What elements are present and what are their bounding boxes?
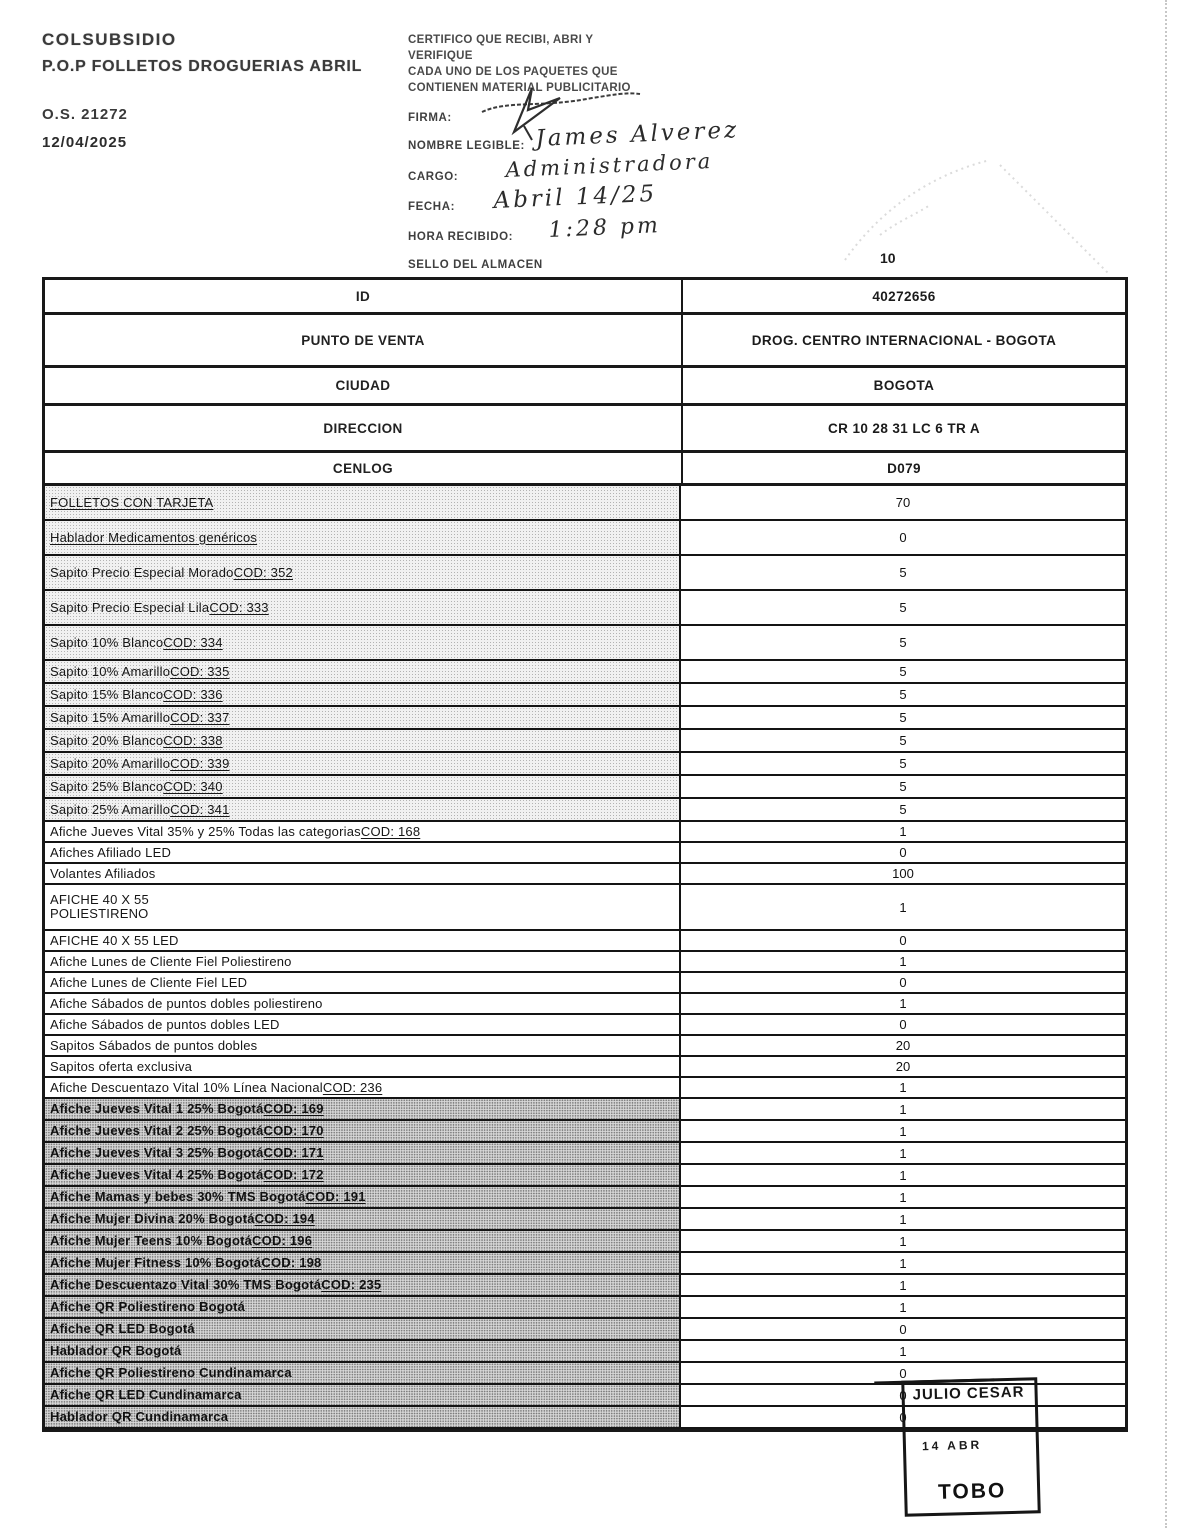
handwritten-hora: 1:28 pm bbox=[548, 213, 662, 243]
item-quantity: 0 bbox=[899, 845, 907, 860]
item-row bbox=[45, 730, 1125, 753]
item-label: Afiche Jueves Vital 2 25% Bogotá COD: 170 bbox=[45, 1121, 681, 1141]
item-label: Sapito 10% Amarillo COD: 335 bbox=[45, 661, 681, 682]
item-quantity: 1 bbox=[899, 1101, 907, 1117]
item-label: Afiche Jueves Vital 4 25% Bogotá COD: 172 bbox=[45, 1165, 681, 1185]
item-row bbox=[45, 952, 1125, 973]
item-label: Afiche Lunes de Cliente Fiel Poliestireno bbox=[45, 952, 681, 971]
item-cod: COD: 334 bbox=[163, 634, 223, 650]
handwritten-name: James Alverez bbox=[535, 117, 740, 152]
item-label: Afiche Descuentazo Vital 10% Línea Nacional COD: 236 bbox=[45, 1078, 681, 1097]
item-cod: COD: 196 bbox=[252, 1233, 313, 1249]
item-quantity: 0 bbox=[899, 1387, 907, 1403]
item-label: Volantes Afiliados bbox=[45, 864, 681, 883]
item-label: AFICHE 40 X 55 LED bbox=[45, 931, 681, 950]
item-row bbox=[45, 684, 1125, 707]
item-quantity: 0 bbox=[899, 1409, 907, 1425]
info-value: 40272656 bbox=[872, 288, 936, 304]
item-quantity: 1 bbox=[899, 1255, 907, 1271]
item-row bbox=[45, 864, 1125, 885]
delivery-table bbox=[42, 277, 1128, 1432]
item-row bbox=[45, 1015, 1125, 1036]
item-label: Afiche Mujer Divina 20% Bogotá COD: 194 bbox=[45, 1209, 681, 1229]
item-quantity: 1 bbox=[899, 1233, 907, 1249]
document-date: 12/04/2025 bbox=[42, 134, 128, 151]
info-value: BOGOTA bbox=[873, 378, 935, 393]
item-cod: COD: 170 bbox=[263, 1123, 324, 1139]
info-label: PUNTO DE VENTA bbox=[45, 315, 683, 365]
item-label: Hablador QR Cundinamarca bbox=[45, 1407, 681, 1427]
item-quantity: 20 bbox=[895, 1038, 911, 1053]
item-row bbox=[45, 1319, 1125, 1341]
item-row bbox=[45, 885, 1125, 931]
item-cod: COD: 198 bbox=[261, 1255, 322, 1271]
item-quantity: 1 bbox=[899, 996, 907, 1011]
item-quantity: 1 bbox=[899, 824, 907, 839]
item-cod: COD: 172 bbox=[263, 1167, 324, 1183]
item-quantity: 5 bbox=[899, 802, 907, 817]
item-row bbox=[45, 1231, 1125, 1253]
document-title: P.O.P FOLLETOS DROGUERIAS ABRIL bbox=[42, 58, 363, 75]
item-row bbox=[45, 1209, 1125, 1231]
item-quantity: 5 bbox=[899, 687, 907, 702]
item-row bbox=[45, 931, 1125, 952]
item-label: Afiche Mamas y bebes 30% TMS Bogotá COD: 191 bbox=[45, 1187, 681, 1207]
firma-label: FIRMA: bbox=[408, 112, 452, 124]
item-row bbox=[45, 994, 1125, 1015]
item-quantity: 70 bbox=[895, 495, 911, 510]
item-quantity: 1 bbox=[899, 1211, 907, 1227]
item-row bbox=[45, 799, 1125, 822]
item-label: Afiche Descuentazo Vital 30% TMS Bogotá COD: 235 bbox=[45, 1275, 681, 1295]
certification-line: CONTIENEN MATERIAL PUBLICITARIO bbox=[408, 82, 631, 95]
item-label: Afiche Jueves Vital 1 25% Bogotá COD: 169 bbox=[45, 1099, 681, 1119]
item-quantity: 1 bbox=[899, 1080, 907, 1095]
item-cod: COD: 341 bbox=[170, 801, 230, 817]
item-cod: COD: 352 bbox=[233, 564, 293, 580]
item-quantity: 1 bbox=[899, 1145, 907, 1161]
company-name: COLSUBSIDIO bbox=[42, 30, 177, 49]
info-label: DIRECCION bbox=[45, 406, 683, 450]
item-label: Afiche Sábados de puntos dobles LED bbox=[45, 1015, 681, 1034]
item-quantity: 5 bbox=[899, 733, 907, 748]
item-label: Afiche QR LED Bogotá bbox=[45, 1319, 681, 1339]
item-cod: COD: 337 bbox=[170, 709, 230, 725]
item-label: Hablador QR Bogotá bbox=[45, 1341, 681, 1361]
certification-line: VERIFIQUE bbox=[408, 50, 473, 63]
info-row bbox=[45, 406, 1125, 453]
item-cod: COD: 339 bbox=[170, 755, 230, 771]
info-row bbox=[45, 280, 1125, 315]
item-label: Sapitos Sábados de puntos dobles bbox=[45, 1036, 681, 1055]
certification-text bbox=[408, 32, 708, 96]
info-label: ID bbox=[45, 280, 683, 312]
item-label: Sapitos oferta exclusiva bbox=[45, 1057, 681, 1076]
item-quantity: 5 bbox=[899, 756, 907, 771]
item-row bbox=[45, 1057, 1125, 1078]
item-label: Sapito 15% Amarillo COD: 337 bbox=[45, 707, 681, 728]
info-value: CR 10 28 31 LC 6 TR A bbox=[828, 420, 980, 436]
info-value: D079 bbox=[887, 460, 921, 476]
item-row bbox=[45, 661, 1125, 684]
order-number: O.S. 21272 bbox=[42, 106, 128, 123]
item-label: Afiche Lunes de Cliente Fiel LED bbox=[45, 973, 681, 992]
item-quantity: 1 bbox=[899, 954, 907, 969]
item-cod: COD: 191 bbox=[305, 1189, 366, 1205]
item-quantity: 1 bbox=[899, 1343, 907, 1359]
item-cod: COD: 168 bbox=[360, 823, 421, 839]
item-row bbox=[45, 486, 1125, 521]
scan-edge-artifact bbox=[1165, 0, 1167, 1528]
item-label: AFICHE 40 X 55 POLIESTIRENO bbox=[45, 885, 681, 929]
item-row bbox=[45, 626, 1125, 661]
item-row bbox=[45, 1099, 1125, 1121]
stamp-name: JULIO CESAR bbox=[912, 1383, 1025, 1404]
item-row bbox=[45, 1143, 1125, 1165]
item-quantity: 0 bbox=[899, 530, 907, 545]
item-row bbox=[45, 1341, 1125, 1363]
info-value: DROG. CENTRO INTERNACIONAL - BOGOTA bbox=[751, 332, 1057, 348]
info-rows bbox=[45, 280, 1125, 486]
item-cod: COD: 236 bbox=[322, 1079, 383, 1095]
item-row bbox=[45, 753, 1125, 776]
item-label: Sapito 20% Blanco COD: 338 bbox=[45, 730, 681, 751]
item-row bbox=[45, 1165, 1125, 1187]
item-label: Afiche QR LED Cundinamarca bbox=[45, 1385, 681, 1405]
item-label: Afiches Afiliado LED bbox=[45, 843, 681, 862]
item-row bbox=[45, 1253, 1125, 1275]
item-row bbox=[45, 1297, 1125, 1319]
item-quantity: 5 bbox=[899, 600, 907, 615]
item-row bbox=[45, 973, 1125, 994]
item-label: Afiche Jueves Vital 35% y 25% Todas las categorias COD: 168 bbox=[45, 822, 681, 841]
item-quantity: 5 bbox=[899, 565, 907, 580]
item-quantity: 1 bbox=[899, 1167, 907, 1183]
certification-line: CADA UNO DE LOS PAQUETES QUE bbox=[408, 66, 618, 79]
item-label: Afiche QR Poliestireno Cundinamarca bbox=[45, 1363, 681, 1383]
item-cod: COD: 235 bbox=[321, 1277, 382, 1293]
item-row bbox=[45, 1036, 1125, 1057]
item-label: Afiche Sábados de puntos dobles poliestireno bbox=[45, 994, 681, 1013]
item-row bbox=[45, 591, 1125, 626]
item-quantity: 0 bbox=[899, 1365, 907, 1381]
item-quantity: 0 bbox=[899, 1321, 907, 1337]
item-quantity: 100 bbox=[892, 866, 914, 881]
item-quantity: 0 bbox=[899, 1017, 907, 1032]
stamp-date: 14 ABR bbox=[921, 1437, 983, 1454]
item-label: Sapito Precio Especial Lila COD: 333 bbox=[45, 591, 681, 624]
item-label: Sapito 20% Amarillo COD: 339 bbox=[45, 753, 681, 774]
item-quantity: 5 bbox=[899, 635, 907, 650]
item-label: Afiche Jueves Vital 3 25% Bogotá COD: 171 bbox=[45, 1143, 681, 1163]
fecha-label: FECHA: bbox=[408, 201, 456, 213]
item-row bbox=[45, 1275, 1125, 1297]
stamp-surname: TOBO bbox=[937, 1479, 1007, 1504]
item-quantity: 1 bbox=[899, 1299, 907, 1315]
item-label: Afiche Mujer Teens 10% Bogotá COD: 196 bbox=[45, 1231, 681, 1251]
info-row bbox=[45, 315, 1125, 368]
item-quantity: 5 bbox=[899, 664, 907, 679]
item-cod: COD: 171 bbox=[263, 1145, 324, 1161]
info-label: CIUDAD bbox=[45, 368, 683, 403]
item-row bbox=[45, 521, 1125, 556]
item-row bbox=[45, 707, 1125, 730]
nombre-legible-label: NOMBRE LEGIBLE: bbox=[408, 140, 525, 152]
item-cod: COD: 340 bbox=[163, 778, 223, 794]
warehouse-stamp bbox=[901, 1377, 1041, 1517]
items-rows bbox=[45, 486, 1125, 1429]
info-label: CENLOG bbox=[45, 453, 683, 483]
item-row bbox=[45, 556, 1125, 591]
certification-line: CERTIFICO QUE RECIBI, ABRI Y bbox=[408, 34, 594, 46]
item-quantity: 1 bbox=[899, 1189, 907, 1205]
item-cod: COD: 169 bbox=[263, 1101, 324, 1117]
info-row bbox=[45, 368, 1125, 406]
item-cod: COD: 194 bbox=[254, 1211, 315, 1227]
item-row bbox=[45, 1121, 1125, 1143]
info-row bbox=[45, 453, 1125, 486]
sello-almacen-label: SELLO DEL ALMACEN bbox=[408, 259, 543, 271]
item-quantity: 0 bbox=[899, 933, 907, 948]
item-label: Sapito 10% Blanco COD: 334 bbox=[45, 626, 681, 659]
item-row bbox=[45, 1078, 1125, 1099]
item-quantity: 1 bbox=[899, 899, 907, 915]
item-quantity: 1 bbox=[899, 1123, 907, 1139]
item-label: Sapito 25% Amarillo COD: 341 bbox=[45, 799, 681, 820]
item-label: FOLLETOS CON TARJETA bbox=[45, 486, 681, 519]
cargo-label: CARGO: bbox=[408, 171, 459, 183]
item-row bbox=[45, 843, 1125, 864]
item-cod: COD: 336 bbox=[163, 686, 223, 702]
item-label: Sapito Precio Especial Morado COD: 352 bbox=[45, 556, 681, 589]
item-label: Hablador Medicamentos genéricos bbox=[45, 521, 681, 554]
item-label: Sapito 15% Blanco COD: 336 bbox=[45, 684, 681, 705]
item-row bbox=[45, 776, 1125, 799]
item-cod: COD: 333 bbox=[209, 599, 269, 615]
item-row bbox=[45, 822, 1125, 843]
handwritten-fecha: Abril 14/25 bbox=[493, 180, 658, 214]
item-label: Afiche QR Poliestireno Bogotá bbox=[45, 1297, 681, 1317]
item-label: Afiche Mujer Fitness 10% Bogotá COD: 198 bbox=[45, 1253, 681, 1273]
item-quantity: 1 bbox=[899, 1277, 907, 1293]
item-quantity: 0 bbox=[899, 975, 907, 990]
page-number: 10 bbox=[880, 250, 896, 266]
item-cod: COD: 335 bbox=[170, 663, 230, 679]
item-quantity: 5 bbox=[899, 779, 907, 794]
item-quantity: 5 bbox=[899, 710, 907, 725]
item-label: Sapito 25% Blanco COD: 340 bbox=[45, 776, 681, 797]
handwritten-cargo: Administradora bbox=[505, 148, 714, 182]
item-cod: COD: 338 bbox=[163, 732, 223, 748]
item-row bbox=[45, 1187, 1125, 1209]
item-quantity: 20 bbox=[895, 1059, 911, 1074]
hora-recibido-label: HORA RECIBIDO: bbox=[408, 231, 514, 243]
